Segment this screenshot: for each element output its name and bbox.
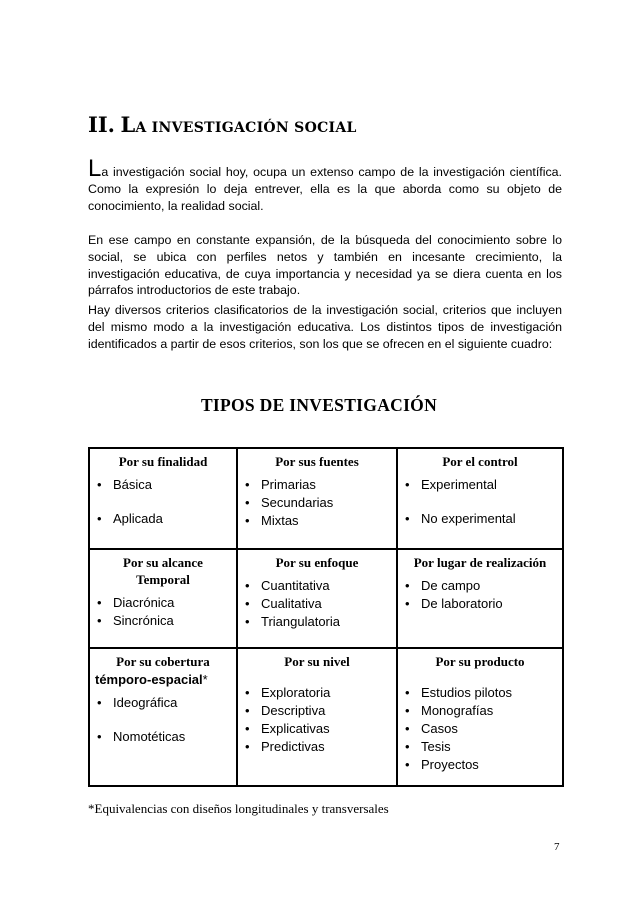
category-subtitle-text: témporo-espacial bbox=[95, 672, 203, 687]
list-item: • Predictivas bbox=[243, 738, 391, 756]
list-item: • Estudios pilotos bbox=[403, 684, 557, 702]
section-title-rest: A INVESTIGACIÓN SOCIAL bbox=[135, 120, 357, 136]
list-item: • Casos bbox=[403, 720, 557, 738]
category-title: Por el control bbox=[442, 454, 518, 469]
list-item: • Secundarias bbox=[243, 494, 391, 512]
drop-cap: L bbox=[88, 155, 102, 182]
table-title: TIPOS DE INVESTIGACIÓN bbox=[200, 395, 438, 415]
category-items bbox=[243, 684, 391, 756]
list-item: • Experimental bbox=[403, 476, 557, 494]
list-item: • Tesis bbox=[403, 738, 557, 756]
section-title-initial: L bbox=[120, 112, 136, 137]
table-cell-control bbox=[397, 448, 563, 549]
list-item: • Básica bbox=[95, 476, 231, 494]
table-cell-enfoque bbox=[237, 549, 397, 648]
list-item: • Ideográfica bbox=[95, 694, 231, 712]
category-items bbox=[95, 594, 231, 630]
list-item: • Cualitativa bbox=[243, 595, 391, 613]
category-subtitle bbox=[95, 672, 231, 688]
category-title: Por su enfoque bbox=[275, 555, 359, 570]
list-item: • Triangulatoria bbox=[243, 613, 391, 631]
list-item: • Diacrónica bbox=[95, 594, 231, 612]
list-item: • Exploratoria bbox=[243, 684, 391, 702]
list-item: • Aplicada bbox=[95, 510, 231, 528]
category-items bbox=[243, 476, 391, 530]
category-items bbox=[403, 684, 557, 774]
list-item: • De laboratorio bbox=[403, 595, 557, 613]
list-item: • Proyectos bbox=[403, 756, 557, 774]
table-cell-cobertura bbox=[89, 648, 237, 786]
list-item: • Sincrónica bbox=[95, 612, 231, 630]
category-title: Por su finalidad bbox=[118, 454, 208, 469]
list-item: • Nomotéticas bbox=[95, 728, 231, 746]
table-cell-fuentes bbox=[237, 448, 397, 549]
list-item: • De campo bbox=[403, 577, 557, 595]
table-cell-producto bbox=[397, 648, 563, 786]
category-title: Por su nivel bbox=[284, 654, 350, 669]
category-items bbox=[403, 476, 557, 528]
list-item: • Monografías bbox=[403, 702, 557, 720]
table-row bbox=[89, 648, 563, 786]
table-cell-lugar bbox=[397, 549, 563, 648]
paragraph-criteria: Hay diversos criterios clasificatorios de la investigación social, criterios que incluyen del mismo modo a la investigación educativa. Los distintos tipos de investigación identificados a partir de esos criterios, son los que se ofrecen en el siguiente cuadro: bbox=[88, 303, 562, 351]
section-number: II. bbox=[88, 112, 115, 137]
category-title: Por su cobertura bbox=[116, 654, 210, 669]
category-title: Por sus fuentes bbox=[275, 454, 359, 469]
list-item: • Explicativas bbox=[243, 720, 391, 738]
table-cell-finalidad bbox=[89, 448, 237, 549]
category-items bbox=[95, 476, 231, 528]
paragraph-intro-text: a investigación social hoy, ocupa un extenso campo de la investigación científica. Como la expresión lo deja entrever, ella es la que aborda como su objeto de conocimiento, la realidad social. bbox=[88, 165, 562, 213]
list-item: • Cuantitativa bbox=[243, 577, 391, 595]
list-item: • Mixtas bbox=[243, 512, 391, 530]
list-item: • No experimental bbox=[403, 510, 557, 528]
table-row bbox=[89, 549, 563, 648]
footnote-mark: * bbox=[202, 672, 208, 687]
list-item: • Primarias bbox=[243, 476, 391, 494]
category-title: Por lugar de realización bbox=[413, 555, 547, 570]
table-footnote: *Equivalencias con diseños longitudinales y transversales bbox=[88, 801, 389, 816]
paragraph-educational-research: En ese campo en constante expansión, de la búsqueda del conocimiento sobre lo social, se ubica con perfiles netos y también en incesante crecimiento, la investigación educativa, de cuya importancia y necesidad ya se diera cuenta en los párrafos introductorios de este trabajo. bbox=[88, 233, 562, 298]
list-item: • Descriptiva bbox=[243, 702, 391, 720]
category-title: Por su producto bbox=[435, 654, 525, 669]
category-title: Por su alcance Temporal bbox=[123, 555, 203, 587]
table-cell-alcance bbox=[89, 549, 237, 648]
table-row bbox=[89, 448, 563, 549]
research-types-table bbox=[88, 447, 564, 787]
table-cell-nivel bbox=[237, 648, 397, 786]
page-number: 7 bbox=[554, 841, 560, 853]
paragraph-intro bbox=[88, 155, 562, 214]
category-items bbox=[243, 577, 391, 631]
category-items bbox=[95, 694, 231, 746]
category-items bbox=[403, 577, 557, 613]
section-heading bbox=[88, 112, 357, 137]
